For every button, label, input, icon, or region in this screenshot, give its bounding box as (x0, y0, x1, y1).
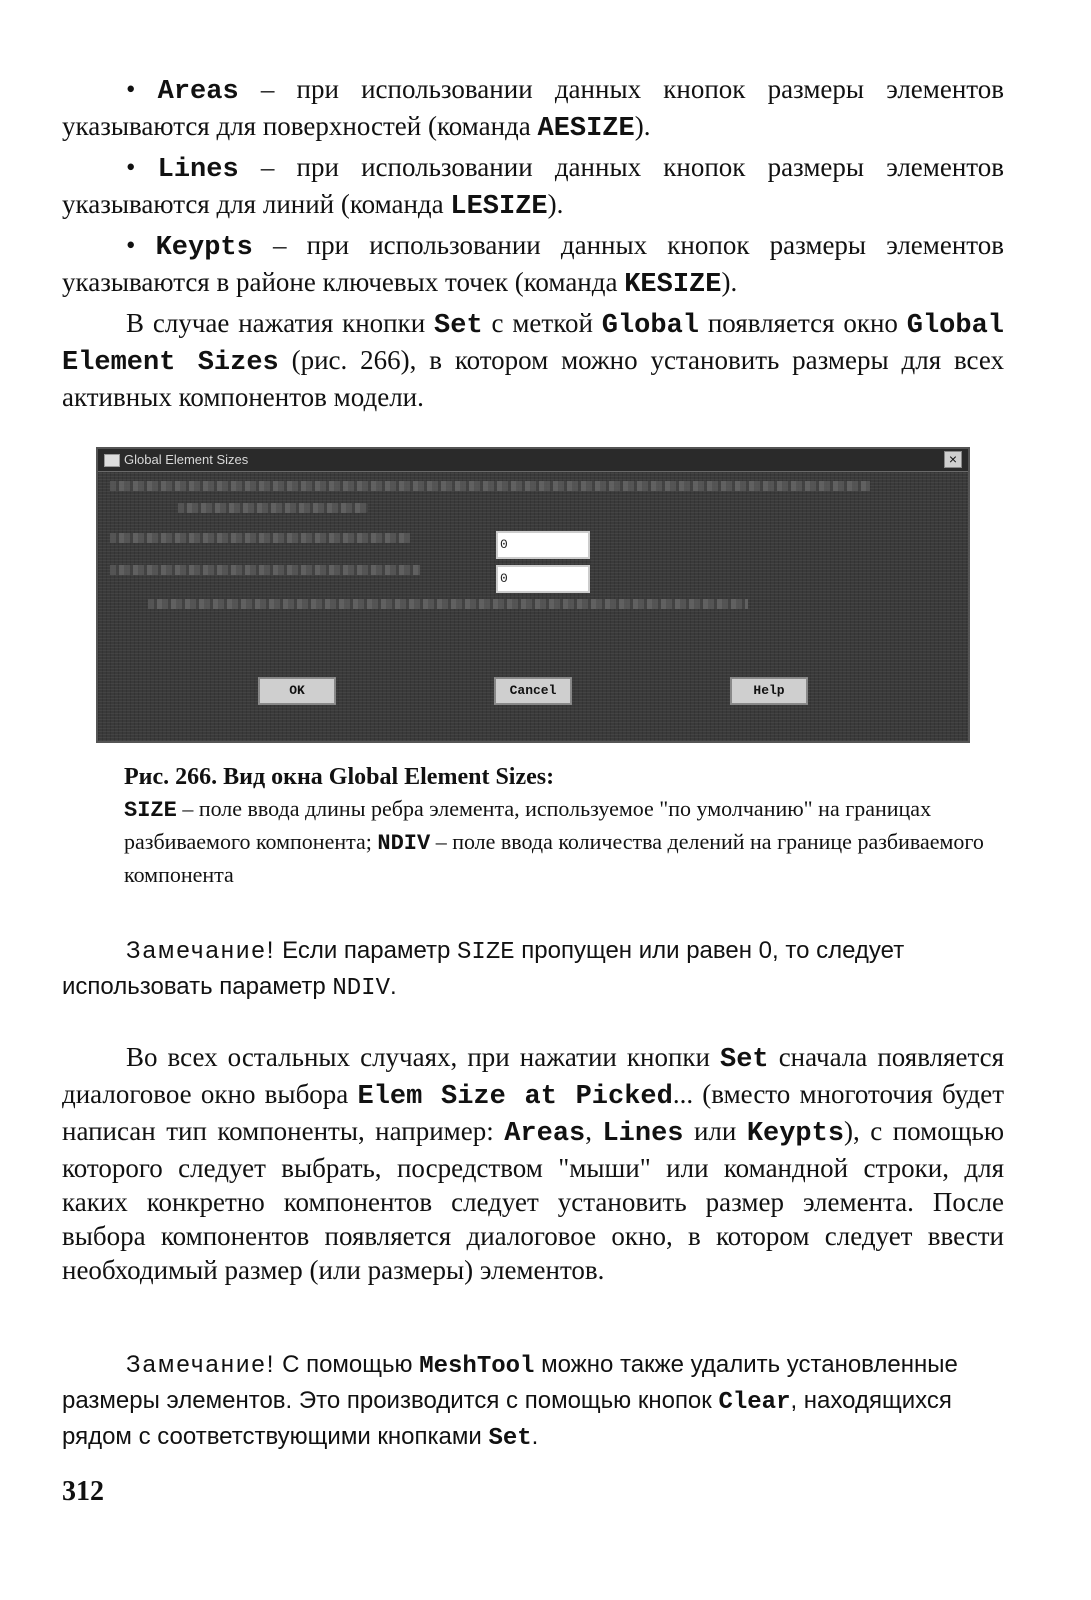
body-paragraph-2: Во всех остальных случаях, при нажатии кнопки Set сначала появляется диалоговое окно выбора Elem Size at Picked... (вместо многоточия будет написан тип компоненты, например: Areas, Lines или Keypts), с помощью которого следует выбрать, посредством "мыши" или командной строки, для каких конкретно компонентов следует установить размер элемента. После выбора компонентов появляется диалоговое окно, в котором следует ввести необходимый размер (или размеры) элементов. (62, 1042, 1005, 1285)
cancel-button[interactable]: Cancel (494, 677, 572, 705)
ok-button[interactable]: OK (258, 677, 336, 705)
bullet-areas: • Areas – при использовании данных кнопок размеры элементов указываются для поверхностей (команда AESIZE). (62, 74, 1004, 144)
caption-text: SIZE – поле ввода длины ребра элемента, используемое "по умолчанию" на границах разбиваемого компонента; NDIV – поле ввода количества делений на границе разбиваемого компонента (124, 796, 984, 887)
close-button[interactable]: × (944, 451, 962, 468)
window-icon (104, 454, 120, 467)
figure-caption (124, 762, 1004, 890)
blurred-label (178, 503, 368, 513)
bullet-list (62, 72, 1004, 414)
note-2: Замечание! С помощью MeshTool можно также удалить установленные размеры элементов. Это производится с помощью кнопок Clear, находящихся рядом с соответствующими кнопками Set. (62, 1351, 958, 1452)
page-number: 312 (62, 1476, 104, 1507)
blurred-label (110, 533, 410, 543)
blurred-label (148, 599, 748, 609)
note-1: Замечание! Если параметр SIZE пропущен или равен 0, то следует использовать параметр NDIV. (62, 937, 905, 1002)
caption-title: Рис. 266. Вид окна Global Element Sizes: (124, 764, 555, 790)
help-button[interactable]: Help (730, 677, 808, 705)
intro-paragraph: В случае нажатия кнопки Set с меткой Global появляется окно Global Element Sizes (рис. 266), в котором можно установить размеры для всех активных компонентов модели. (62, 308, 1004, 412)
ndiv-input[interactable]: 0 (496, 565, 590, 593)
blurred-label (110, 481, 870, 491)
dialog-title: Global Element Sizes (124, 452, 249, 467)
bullet-lines: • Lines – при использовании данных кнопок размеры элементов указываются для линий (команда LESIZE). (62, 152, 1004, 222)
dialog-titlebar (98, 449, 968, 472)
bullet-keypts: • Keypts – при использовании данных кнопок размеры элементов указываются в районе ключевых точек (команда KESIZE). (62, 230, 1004, 300)
size-input[interactable]: 0 (496, 531, 590, 559)
global-element-sizes-dialog (96, 447, 970, 743)
blurred-label (110, 565, 420, 575)
